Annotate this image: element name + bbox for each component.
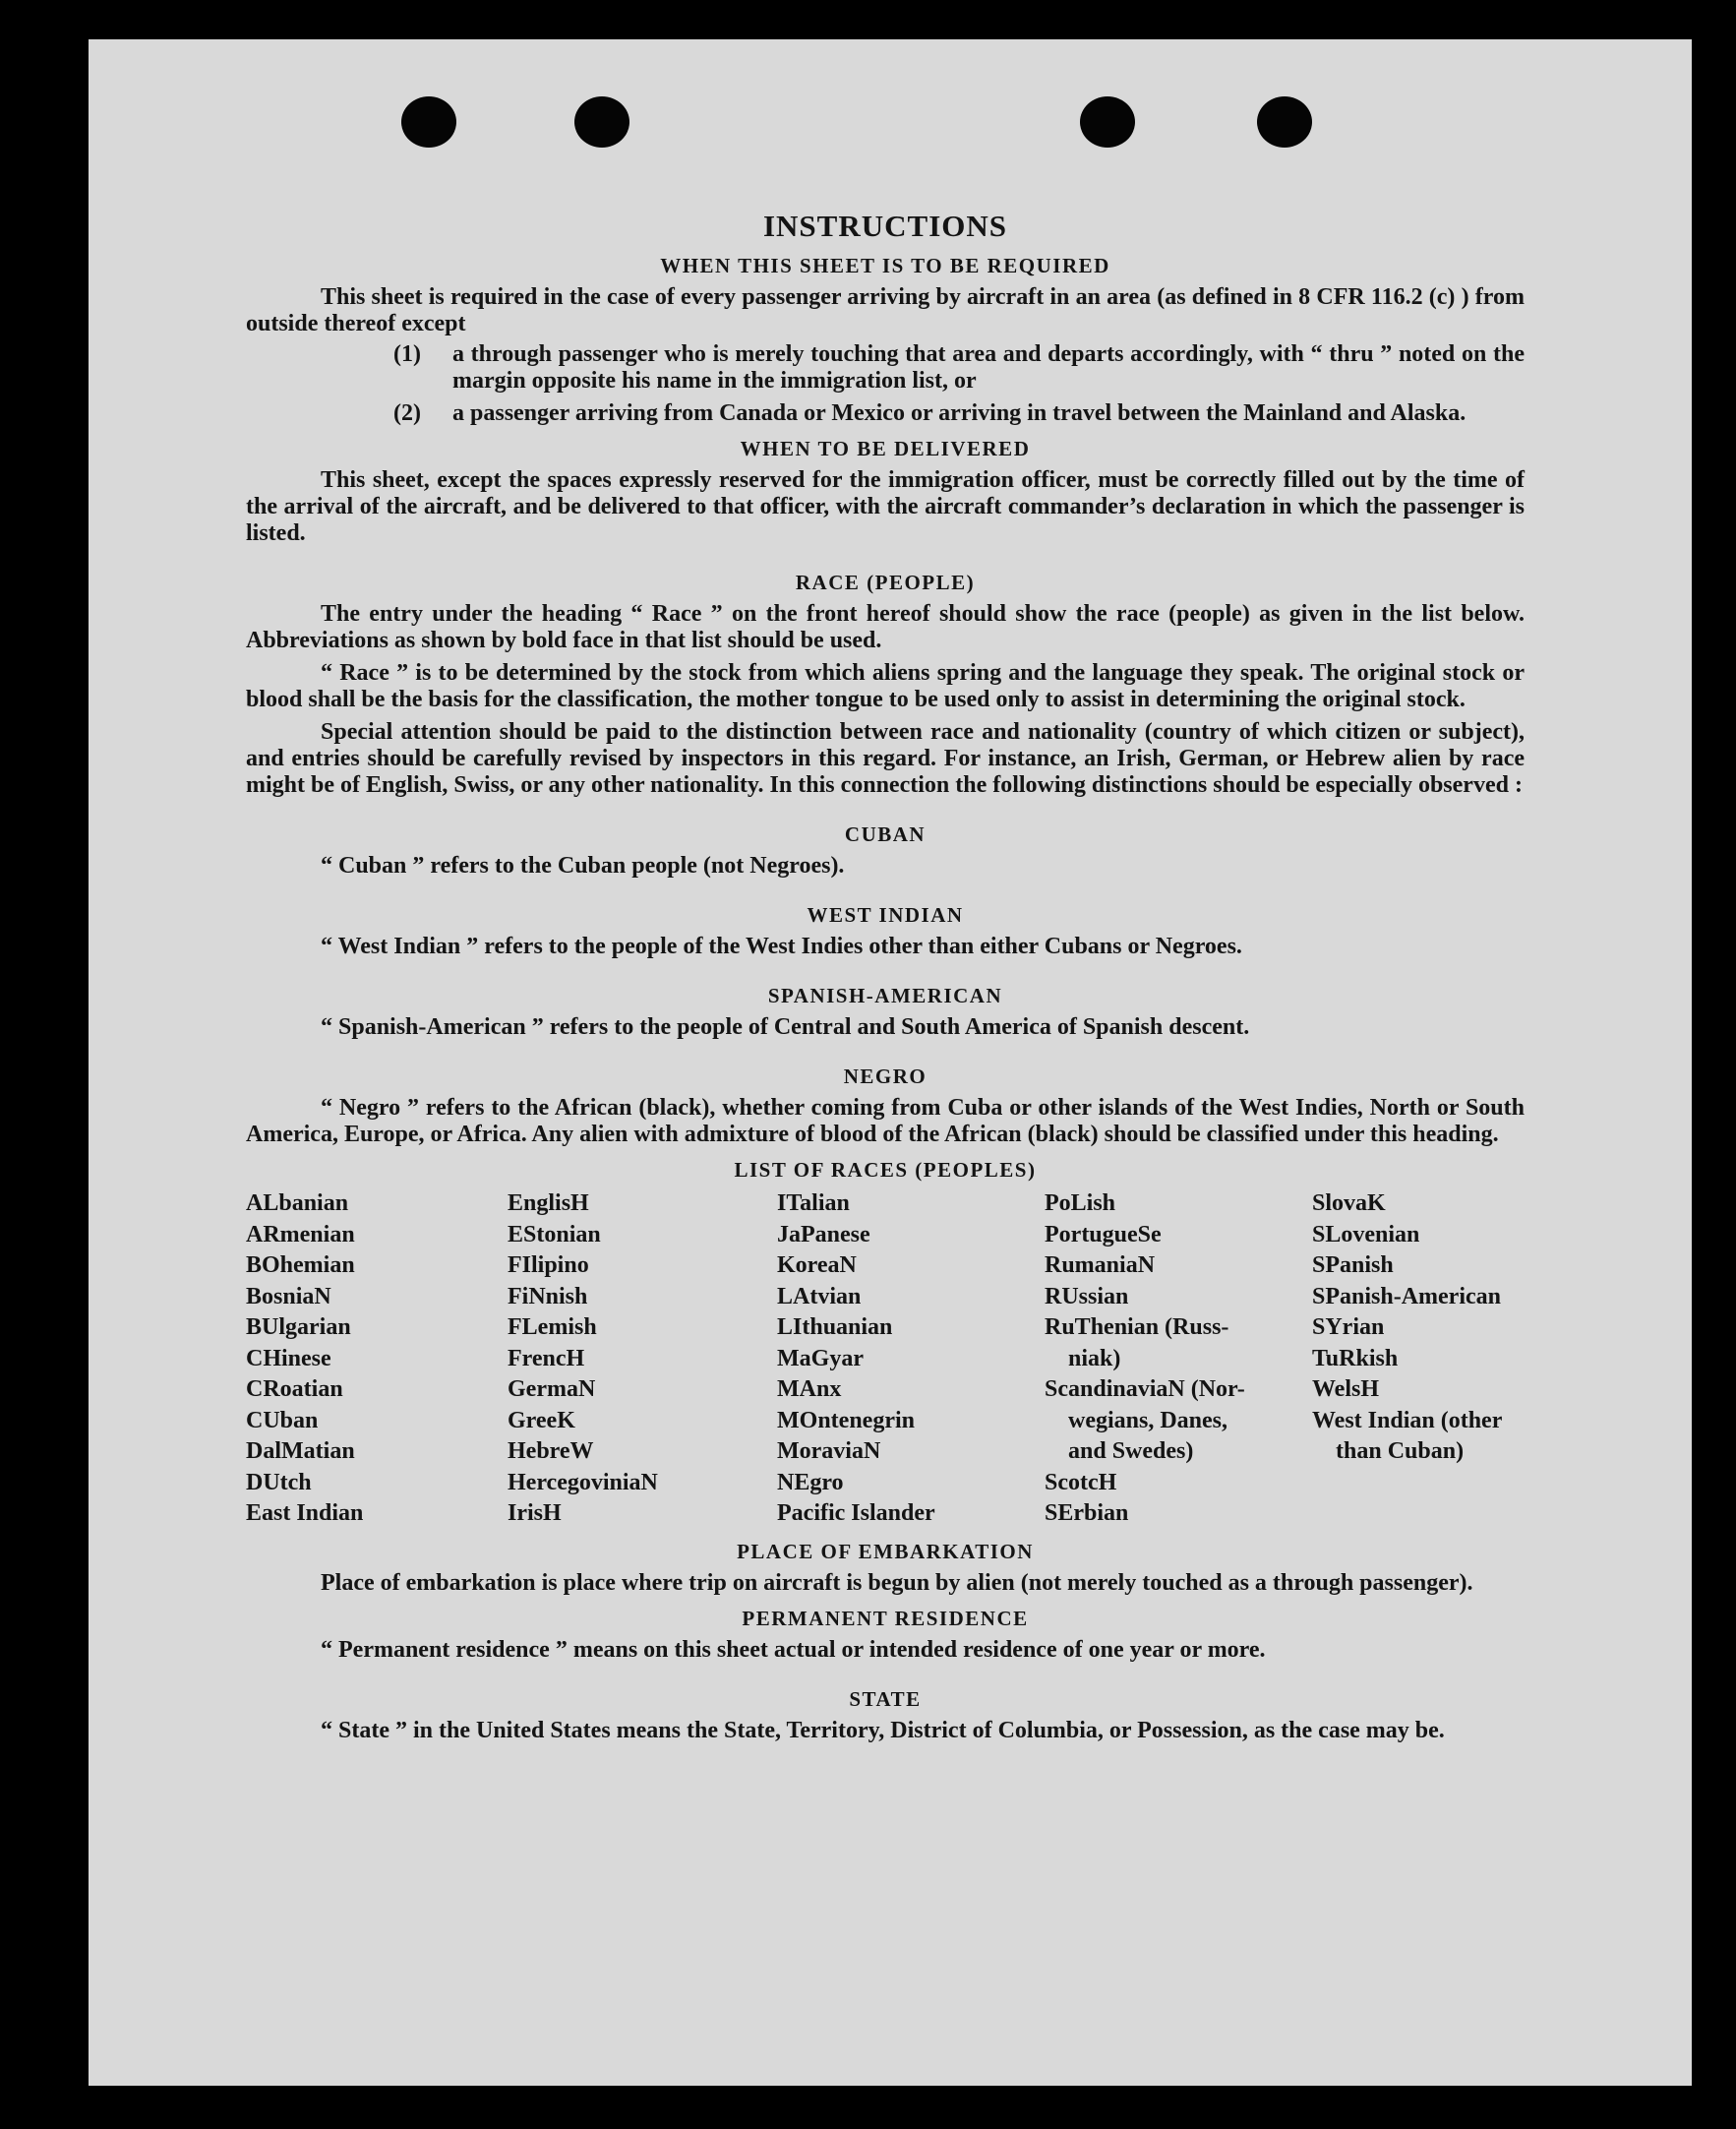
- race-entry: BUlgarian: [246, 1314, 351, 1340]
- punch-hole: [401, 96, 456, 148]
- race-column: [246, 1188, 508, 1530]
- section-text: “ West Indian ” refers to the people of the West Indies other than either Cubans or Negroes.: [321, 934, 1242, 959]
- punch-hole: [1257, 96, 1312, 148]
- race-entry: than Cuban): [1336, 1438, 1465, 1464]
- race-entry: GreeK: [508, 1407, 575, 1433]
- race-entry: ScandinaviaN (Nor-: [1045, 1376, 1245, 1402]
- race-entry: and Swedes): [1068, 1438, 1194, 1464]
- list-item: [246, 400, 1525, 427]
- race-entry: FIlipino: [508, 1252, 589, 1278]
- section-text: “ Race ” is to be determined by the stock from which aliens spring and the language they speak. The original stock or blood shall be the basis for the classification, the mother tongue to be used only to assist in determining the original stock.: [246, 660, 1525, 712]
- race-entry: DalMatian: [246, 1438, 355, 1464]
- race-entry: IrisH: [508, 1500, 562, 1526]
- section-heading: WEST INDIAN: [807, 903, 964, 927]
- section-heading: PERMANENT RESIDENCE: [742, 1606, 1029, 1630]
- exception-list: [246, 341, 1525, 427]
- race-entry: CHinese: [246, 1345, 331, 1371]
- race-entry: ScotcH: [1045, 1469, 1117, 1495]
- race-entry: RuThenian (Russ-: [1045, 1314, 1229, 1340]
- race-entry: FLemish: [508, 1314, 597, 1340]
- race-entry: SErbian: [1045, 1500, 1129, 1526]
- race-entry: FrencH: [508, 1345, 585, 1371]
- race-entry: TuRkish: [1312, 1345, 1399, 1371]
- race-entry: ITalian: [777, 1190, 850, 1216]
- race-entry: LAtvian: [777, 1283, 862, 1309]
- race-list: [246, 1188, 1525, 1530]
- page-title: INSTRUCTIONS: [762, 209, 1007, 243]
- race-entry: LIthuanian: [777, 1314, 893, 1340]
- section-text: Place of embarkation is place where trip on aircraft is begun by alien (not merely touched as a through passenger).: [321, 1569, 1473, 1596]
- race-entry: West Indian (other: [1312, 1407, 1503, 1433]
- race-entry: GermaN: [508, 1376, 596, 1402]
- section-heading: NEGRO: [843, 1064, 928, 1088]
- section-text: “ Permanent residence ” means on this sheet actual or intended residence of one year or more.: [321, 1636, 1266, 1663]
- instructions-content: [246, 209, 1525, 1744]
- race-entry: HercegoviniaN: [508, 1469, 658, 1495]
- race-entry: MoraviaN: [777, 1438, 881, 1464]
- race-entry: PortugueSe: [1045, 1221, 1162, 1247]
- race-entry: SYrian: [1312, 1314, 1385, 1340]
- item-text: a passenger arriving from Canada or Mexico or arriving in travel between the Mainland and Alaska.: [452, 400, 1467, 426]
- race-entry: BosniaN: [246, 1283, 331, 1309]
- section-heading: WHEN THIS SHEET IS TO BE REQUIRED: [660, 254, 1110, 277]
- race-column: [777, 1188, 1045, 1530]
- section-heading: PLACE OF EMBARKATION: [737, 1539, 1034, 1563]
- item-number: (1): [393, 341, 421, 367]
- section-text: Special attention should be paid to the distinction between race and nationality (country of which citizen or subject), and entries should be carefully revised by inspectors in this regard. For instance, an Irish, German, or Hebrew alien by race might be of English, Swiss, or any other nationality. In this connection the following distinctions should be especially observed :: [246, 719, 1525, 798]
- section-text: This sheet, except the spaces expressly reserved for the immigration officer, must be correctly filled out by the time of the arrival of the aircraft, and be delivered to that officer, with the aircraft commander’s declaration in which the passenger is listed.: [246, 467, 1525, 546]
- race-entry: ARmenian: [246, 1221, 355, 1247]
- section-text: “ Cuban ” refers to the Cuban people (not Negroes).: [321, 853, 845, 879]
- section-text: This sheet is required in the case of every passenger arriving by aircraft in an area (as defined in 8 CFR 116.2 (c) ) from outside thereof except: [246, 284, 1525, 336]
- race-entry: BOhemian: [246, 1252, 355, 1278]
- race-entry: SlovaK: [1312, 1190, 1386, 1216]
- race-column: [1312, 1188, 1525, 1530]
- section-text: “ Spanish-American ” refers to the people of Central and South America of Spanish descent.: [321, 1014, 1250, 1040]
- race-entry: SPanish: [1312, 1252, 1394, 1278]
- section-heading: SPANISH-AMERICAN: [767, 984, 1003, 1007]
- race-entry: KoreaN: [777, 1252, 857, 1278]
- race-entry: ALbanian: [246, 1190, 349, 1216]
- race-entry: MAnx: [777, 1376, 842, 1402]
- punch-hole: [1080, 96, 1135, 148]
- section-heading: STATE: [849, 1686, 922, 1711]
- race-entry: RUssian: [1045, 1283, 1129, 1309]
- section-text: “ State ” in the United States means the State, Territory, District of Columbia, or Possession, as the case may be.: [321, 1717, 1445, 1743]
- race-entry: East Indian: [246, 1500, 364, 1526]
- race-entry: EStonian: [508, 1221, 601, 1247]
- section-text: The entry under the heading “ Race ” on the front hereof should show the race (people) as given in the list below. Abbreviations as shown by bold face in that list should be used.: [246, 601, 1525, 653]
- punch-hole: [574, 96, 629, 148]
- section-text: “ Negro ” refers to the African (black), whether coming from Cuba or other islands of the West Indies, North or South America, Europe, or Africa. Any alien with admixture of blood of the African (black) should be classified under this heading.: [246, 1095, 1525, 1147]
- section-heading: RACE (PEOPLE): [795, 571, 976, 594]
- race-entry: JaPanese: [777, 1221, 870, 1247]
- race-entry: SLovenian: [1312, 1221, 1420, 1247]
- race-entry: MOntenegrin: [777, 1407, 915, 1433]
- section-heading: LIST OF RACES (PEOPLES): [734, 1158, 1037, 1182]
- race-entry: NEgro: [777, 1469, 844, 1495]
- race-entry: CRoatian: [246, 1376, 343, 1402]
- race-entry: SPanish-American: [1312, 1283, 1501, 1309]
- race-entry: EnglisH: [508, 1190, 589, 1216]
- race-entry: HebreW: [508, 1438, 594, 1464]
- item-number: (2): [393, 400, 421, 426]
- document-sheet: [89, 39, 1692, 2086]
- section-heading: CUBAN: [844, 822, 927, 846]
- race-entry: Pacific Islander: [777, 1500, 935, 1526]
- race-column: [1045, 1188, 1312, 1530]
- list-item: [246, 341, 1525, 395]
- race-entry: wegians, Danes,: [1068, 1407, 1228, 1433]
- race-entry: MaGyar: [777, 1345, 864, 1371]
- race-entry: DUtch: [246, 1469, 312, 1495]
- race-entry: CUban: [246, 1407, 319, 1433]
- race-entry: RumaniaN: [1045, 1252, 1156, 1278]
- race-column: [508, 1188, 777, 1530]
- race-entry: WelsH: [1312, 1376, 1380, 1402]
- race-entry: niak): [1068, 1345, 1121, 1371]
- race-entry: FiNnish: [508, 1283, 588, 1309]
- race-entry: PoLish: [1045, 1190, 1116, 1216]
- item-text: a through passenger who is merely touching that area and departs accordingly, with “ thru ” noted on the margin opposite his name in the immigration list, or: [452, 341, 1525, 394]
- section-heading: WHEN TO BE DELIVERED: [740, 437, 1031, 460]
